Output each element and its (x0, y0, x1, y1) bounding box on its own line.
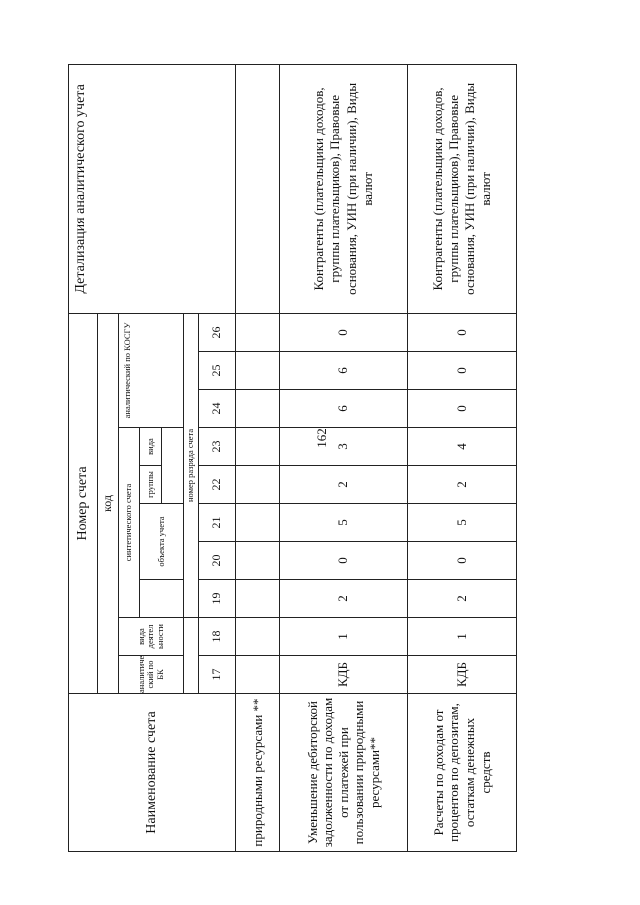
code-cell (236, 352, 280, 390)
header-account-name: Наименование счета (69, 694, 236, 852)
detail-cell (236, 64, 280, 313)
code-cell (236, 618, 280, 656)
code-cell: 4 (408, 428, 517, 466)
code-cell: 0 (408, 542, 517, 580)
code-cell: 0 (280, 313, 408, 351)
page-number-text: 162 (314, 428, 329, 448)
code-cell (236, 580, 280, 618)
header-group: группы (140, 466, 162, 504)
account-name-cell: природными ресурсами ** (236, 694, 280, 852)
table-row (236, 64, 280, 851)
header-detail: Детализация аналитического учета (69, 64, 236, 313)
code-cell: 2 (280, 580, 408, 618)
header-digit-number: номер разряда счета (184, 313, 199, 617)
code-cell: КДБ (280, 656, 408, 694)
code-cell: 6 (280, 352, 408, 390)
digit-label: 24 (199, 390, 236, 428)
code-cell: 1 (280, 618, 408, 656)
accounts-table (68, 64, 517, 852)
code-cell (236, 656, 280, 694)
code-cell (236, 428, 280, 466)
header-object: объекта учета (140, 504, 184, 580)
code-cell (236, 504, 280, 542)
digit-label: 23 (199, 428, 236, 466)
header-row-1 (69, 64, 98, 851)
header-account-number: Номер счета (69, 313, 98, 693)
blank-cell (162, 428, 184, 504)
digit-label: 22 (199, 466, 236, 504)
digit-label: 21 (199, 504, 236, 542)
digit-label: 18 (199, 618, 236, 656)
header-activity-type: вида деятел ьности (119, 618, 184, 656)
code-cell: 0 (280, 542, 408, 580)
header-synthetic: синтетического счета (119, 428, 140, 618)
code-cell: 0 (408, 352, 517, 390)
blank-cell (184, 618, 199, 694)
table-row (408, 64, 517, 851)
code-cell (236, 542, 280, 580)
table-row (280, 64, 408, 851)
rotated-table-container (68, 65, 496, 852)
header-analytic-bk: аналитиче ский по БК (119, 656, 184, 694)
digit-label: 17 (199, 656, 236, 694)
digit-label: 20 (199, 542, 236, 580)
code-cell: 5 (408, 504, 517, 542)
code-cell: 2 (280, 466, 408, 504)
digit-label: 19 (199, 580, 236, 618)
code-cell: 0 (408, 390, 517, 428)
code-cell (236, 466, 280, 504)
account-name-cell: Расчеты по доходам от процентов по депозитам, остаткам денежных средств (408, 694, 517, 852)
code-cell: 6 (280, 390, 408, 428)
digit-label: 26 (199, 313, 236, 351)
account-name-cell: Уменьшение дебиторской задолженности по доходам от платежей при пользовании природными ресурсами** (280, 694, 408, 852)
code-cell: 0 (408, 313, 517, 351)
header-kind: вида (140, 428, 162, 466)
detail-cell: Контрагенты (плательщики доходов, группы плательщиков), Правовые основания, УИН (при наличии), Виды валют (280, 64, 408, 313)
code-cell (236, 390, 280, 428)
code-cell: 2 (408, 580, 517, 618)
detail-cell: Контрагенты (плательщики доходов, группы плательщиков), Правовые основания, УИН (при наличии), Виды валют (408, 64, 517, 313)
code-cell: КДБ (408, 656, 517, 694)
blank-cell (140, 580, 184, 618)
code-cell: 3 (280, 428, 408, 466)
code-cell (236, 313, 280, 351)
header-analytic-kosgu: аналитический по КОСГУ (119, 313, 184, 427)
digit-label: 25 (199, 352, 236, 390)
header-code: код (98, 313, 119, 693)
code-cell: 1 (408, 618, 517, 656)
code-cell: 2 (408, 466, 517, 504)
code-cell: 5 (280, 504, 408, 542)
